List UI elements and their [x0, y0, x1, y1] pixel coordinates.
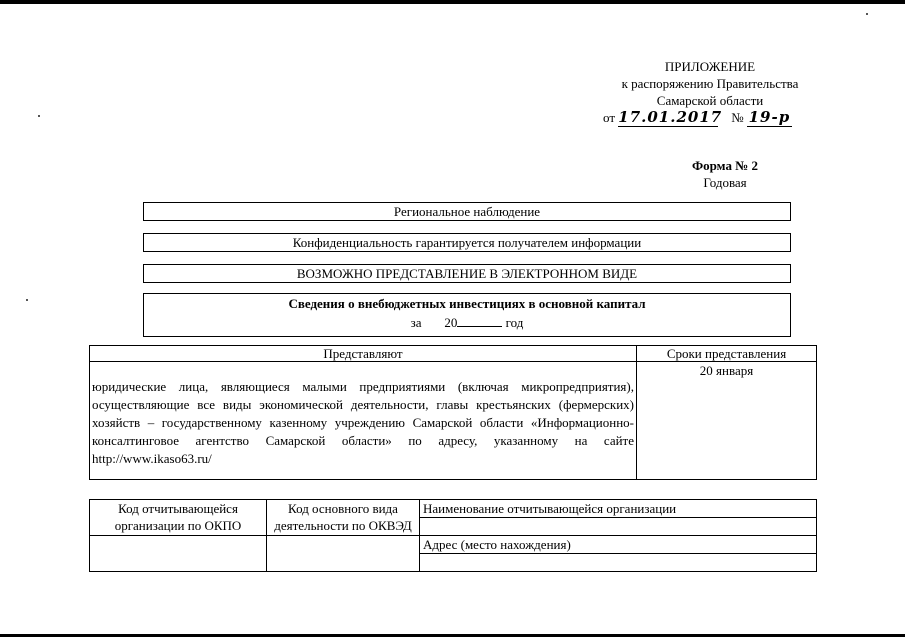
- form-period: Годовая: [703, 175, 747, 190]
- org-name-field[interactable]: [420, 518, 817, 536]
- date-prefix: от: [603, 110, 616, 125]
- report-title: Сведения о внебюджетных инвестициях в основной капитал: [288, 296, 646, 311]
- okpo-value-field[interactable]: [90, 536, 267, 572]
- appendix-subtitle: к распоряжению Правительства: [621, 76, 799, 91]
- scan-speck: [26, 299, 28, 301]
- number-prefix: №: [731, 110, 744, 125]
- report-year-suffix: год: [505, 315, 524, 330]
- address-label: Адрес (место нахождения): [420, 536, 817, 554]
- submission-table: [89, 345, 817, 480]
- col-header-submitters: Представляют: [90, 346, 637, 362]
- report-period-line: [144, 313, 790, 332]
- okved-label: Код основного вида деятельности по ОКВЭД: [267, 500, 420, 536]
- regional-observation-banner: Региональное наблюдение: [143, 202, 791, 221]
- top-border-line: [0, 0, 905, 4]
- bottom-border-line: [0, 634, 905, 637]
- appendix-date-line: [560, 109, 860, 127]
- form-number-block: [650, 157, 800, 191]
- organization-table: [89, 499, 817, 572]
- confidentiality-banner: Конфиденциальность гарантируется получателем информации: [143, 233, 791, 252]
- appendix-header: [560, 58, 860, 127]
- report-year-prefix: 20: [444, 315, 458, 330]
- okpo-label: Код отчитывающейся организации по ОКПО: [90, 500, 267, 536]
- address-field[interactable]: [420, 554, 817, 572]
- okved-value-field[interactable]: [267, 536, 420, 572]
- submitters-text: юридические лица, являющиеся малыми предприятиями (включая микропредприятия), осуществляющие все виды экономической деятельности, главы крестьянских (фермерских) хозяйств – государственному казенному учреждению Самарской области «Информационно-консалтинговое агентство Самарской области» по адресу, указанному на сайте http://www.ikaso63.ru/: [90, 362, 637, 480]
- form-number: Форма № 2: [691, 158, 759, 173]
- report-for-label: за: [410, 315, 422, 330]
- report-title-box: [143, 293, 791, 337]
- deadline-value: 20 января: [637, 362, 817, 480]
- appendix-title: ПРИЛОЖЕНИЕ: [664, 59, 756, 74]
- electronic-submission-banner: ВОЗМОЖНО ПРЕДСТАВЛЕНИЕ В ЭЛЕКТРОННОМ ВИДЕ: [143, 264, 791, 283]
- handwritten-date: 17.01.2017: [618, 108, 723, 126]
- col-header-deadline: Сроки представления: [637, 346, 817, 362]
- scan-speck: [866, 13, 868, 15]
- report-year-blank: [457, 313, 502, 327]
- handwritten-number: 19-р: [748, 108, 791, 126]
- scan-speck: [38, 115, 40, 117]
- appendix-region: Самарской области: [656, 93, 764, 108]
- org-name-label: Наименование отчитывающейся организации: [420, 500, 817, 518]
